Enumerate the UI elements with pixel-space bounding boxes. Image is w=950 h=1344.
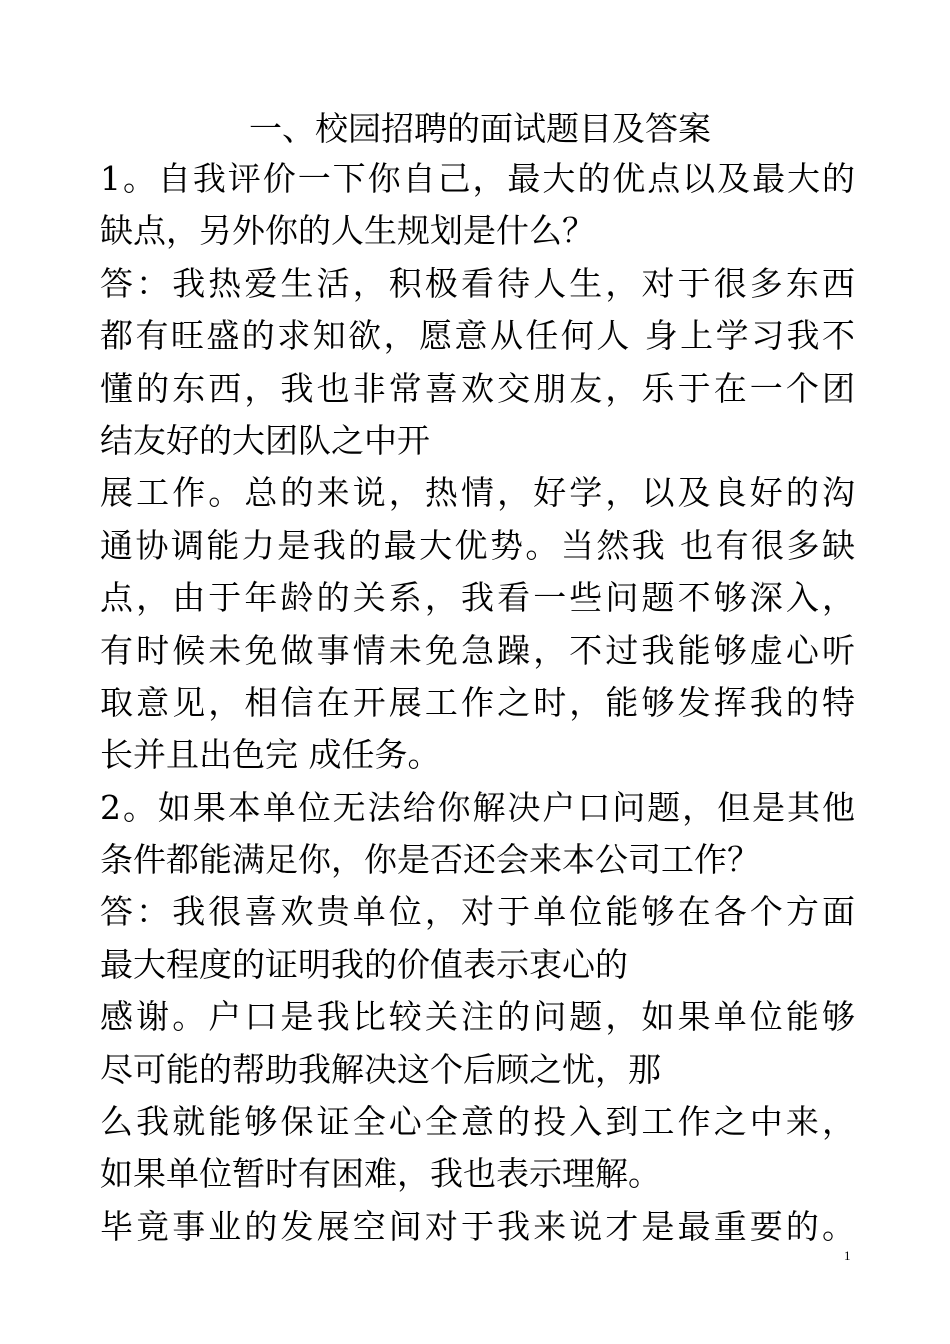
text-line: 有时候未免做事情未免急躁，不过我能够虚心听 bbox=[100, 630, 855, 670]
text-line: 点，由于年龄的关系，我看一些问题不够深入， bbox=[100, 578, 855, 618]
text-line: 尽可能的帮助我解决这个后顾之忧，那 bbox=[100, 1049, 661, 1089]
text-line: 取意见，相信在开展工作之时，能够发挥我的特 bbox=[100, 682, 855, 722]
text-line: 感谢。户口是我比较关注的问题，如果单位能够 bbox=[100, 997, 855, 1037]
text-line: 缺点，另外你的人生规划是什么？ bbox=[100, 211, 595, 251]
text-line: 1。自我评价一下你自己，最大的优点以及最大的 bbox=[100, 159, 855, 198]
text-line: 如果单位暂时有困难，我也表示理解。 bbox=[100, 1154, 661, 1194]
text-line: 长并且出色完 成任务。 bbox=[100, 735, 441, 775]
text-line: 展工作。总的来说，热情，好学，以及良好的沟 bbox=[100, 473, 855, 513]
text-line: 么我就能够保证全心全意的投入到工作之中来， bbox=[100, 1102, 855, 1142]
text-line: 答：我很喜欢贵单位，对于单位能够在各个方面 bbox=[100, 892, 855, 932]
page-title: 一、校园招聘的面试题目及答案 bbox=[249, 109, 711, 148]
text-line: 毕竟事业的发展空间对于我来说才是最重要的。 bbox=[100, 1206, 855, 1246]
text-line: 结友好的大团队之中开 bbox=[100, 420, 430, 460]
text-line: 懂的东西，我也非常喜欢交朋友，乐于在一个团 bbox=[100, 368, 855, 408]
body-text bbox=[100, 153, 855, 1253]
text-line: 通协调能力是我的最大优势。当然我 也有很多缺 bbox=[100, 525, 855, 565]
text-line: 最大程度的证明我的价值表示衷心的 bbox=[100, 944, 628, 984]
page-number: 1 bbox=[844, 1248, 851, 1263]
text-line: 条件都能满足你，你是否还会来本公司工作？ bbox=[100, 840, 760, 880]
text-line: 2。如果本单位无法给你解决户口问题，但是其他 bbox=[100, 787, 855, 827]
text-line: 答：我热爱生活，积极看待人生，对于很多东西 bbox=[100, 263, 855, 303]
text-line: 都有旺盛的求知欲，愿意从任何人 身上学习我不 bbox=[100, 316, 855, 356]
